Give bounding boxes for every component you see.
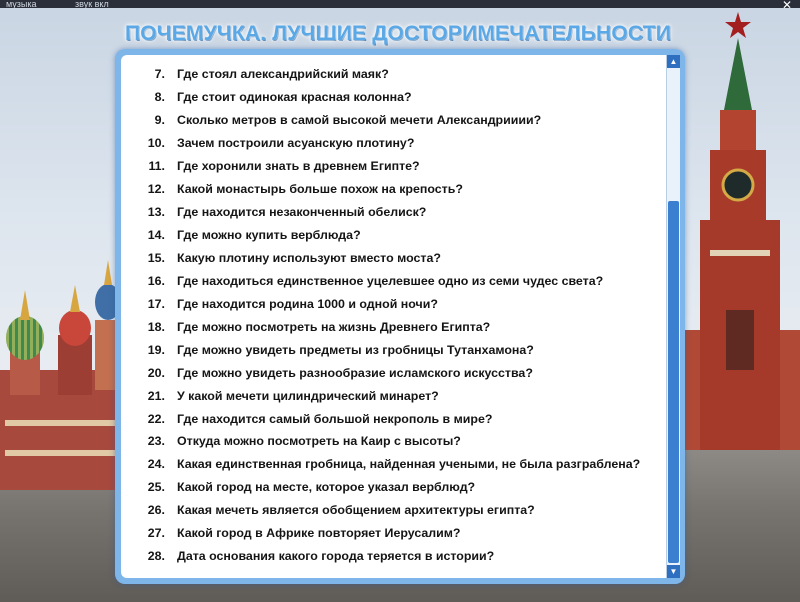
question-item[interactable]: [121, 384, 673, 407]
question-item[interactable]: [121, 201, 673, 224]
question-item[interactable]: [121, 86, 673, 109]
question-text[interactable]: Где стоит одинокая красная колонна?: [177, 90, 412, 105]
question-number: 26.: [147, 503, 165, 518]
question-number: 11.: [148, 159, 165, 174]
page-title: ПОЧЕМУЧКА. ЛУЧШИЕ ДОСТОРИМЕЧАТЕЛЬНОСТИ: [124, 22, 672, 45]
question-item[interactable]: [121, 522, 673, 545]
question-text[interactable]: У какой мечети цилиндрический минарет?: [177, 388, 439, 403]
question-item[interactable]: [121, 407, 673, 430]
cathedral-illustration: [0, 240, 120, 490]
question-item[interactable]: [121, 361, 673, 384]
questions-list-area: [121, 55, 673, 578]
top-strip: [0, 0, 800, 12]
question-text[interactable]: Какой монастырь больше похож на крепость?: [177, 182, 463, 197]
tower-illustration: [680, 10, 800, 450]
questions-list: [121, 63, 673, 568]
question-text[interactable]: Зачем построили асуанскую плотину?: [177, 136, 415, 151]
question-number: 28.: [147, 549, 165, 564]
question-text[interactable]: Откуда можно посмотреть на Каир с высоты?: [177, 434, 461, 449]
questions-panel: [115, 49, 685, 584]
question-text[interactable]: Где хоронили знать в древнем Египте?: [177, 159, 420, 174]
question-number: 14.: [147, 228, 165, 243]
question-text[interactable]: Какой город в Африке повторяет Иерусалим?: [177, 526, 461, 541]
question-number: 12.: [147, 182, 165, 197]
question-text[interactable]: Где можно увидеть предметы из гробницы Тутанхамона?: [177, 342, 534, 357]
question-number: 9.: [154, 113, 165, 128]
question-number: 15.: [147, 250, 165, 265]
question-item[interactable]: [121, 292, 673, 315]
question-text[interactable]: Где можно купить верблюда?: [177, 228, 361, 243]
question-number: 27.: [147, 526, 165, 541]
question-text[interactable]: Дата основания какого города теряется в истории?: [177, 549, 495, 564]
question-text[interactable]: Где находится незаконченный обелиск?: [177, 205, 427, 220]
question-number: 21.: [147, 388, 165, 403]
question-item[interactable]: [121, 453, 673, 476]
question-text[interactable]: Сколько метров в самой высокой мечети Александрииии?: [177, 113, 542, 128]
question-number: 10.: [147, 136, 165, 151]
question-text[interactable]: Где можно увидеть разнообразие исламского искусства?: [177, 365, 533, 380]
question-text[interactable]: Какой город на месте, которое указал верблюд?: [177, 480, 476, 495]
question-text[interactable]: Где можно посмотреть на жизнь Древнего Египта?: [177, 319, 491, 334]
question-text[interactable]: Где стоял александрийский маяк?: [177, 67, 389, 82]
question-number: 22.: [147, 411, 165, 426]
question-text[interactable]: Какую плотину используют вместо моста?: [177, 250, 441, 265]
question-number: 25.: [147, 480, 165, 495]
question-item[interactable]: [121, 224, 673, 247]
question-number: 8.: [154, 90, 165, 105]
sound-toggle[interactable]: звук вкл: [75, 0, 109, 9]
question-item[interactable]: [121, 499, 673, 522]
question-text[interactable]: Какая единственная гробница, найденная учеными, не была разграблена?: [177, 457, 641, 472]
question-item[interactable]: [121, 132, 673, 155]
vertical-scrollbar[interactable]: [666, 55, 680, 578]
question-text[interactable]: Где находиться единственное уцелевшее одно из семи чудес света?: [177, 273, 604, 288]
question-item[interactable]: [121, 338, 673, 361]
close-icon[interactable]: ✕: [781, 0, 793, 12]
question-number: 19.: [147, 342, 165, 357]
scroll-down-button[interactable]: ▼: [667, 565, 680, 578]
question-item[interactable]: [121, 269, 673, 292]
scroll-up-button[interactable]: ▲: [667, 55, 680, 68]
question-number: 17.: [147, 296, 165, 311]
question-item[interactable]: [121, 63, 673, 86]
music-toggle[interactable]: музыка: [6, 0, 37, 9]
question-item[interactable]: [121, 545, 673, 568]
question-item[interactable]: [121, 430, 673, 453]
question-text[interactable]: Где находится самый большой некрополь в мире?: [177, 411, 493, 426]
scroll-thumb[interactable]: [668, 201, 679, 563]
question-item[interactable]: [121, 476, 673, 499]
question-number: 18.: [147, 319, 165, 334]
question-number: 16.: [147, 273, 165, 288]
question-item[interactable]: [121, 109, 673, 132]
question-number: 7.: [154, 67, 165, 82]
question-number: 20.: [147, 365, 165, 380]
question-number: 13.: [147, 205, 165, 220]
question-item[interactable]: [121, 315, 673, 338]
question-item[interactable]: [121, 178, 673, 201]
question-text[interactable]: Какая мечеть является обобщением архитектуры египта?: [177, 503, 535, 518]
question-item[interactable]: [121, 155, 673, 178]
question-number: 23.: [147, 434, 165, 449]
question-text[interactable]: Где находится родина 1000 и одной ночи?: [177, 296, 438, 311]
question-item[interactable]: [121, 247, 673, 270]
question-number: 24.: [147, 457, 165, 472]
